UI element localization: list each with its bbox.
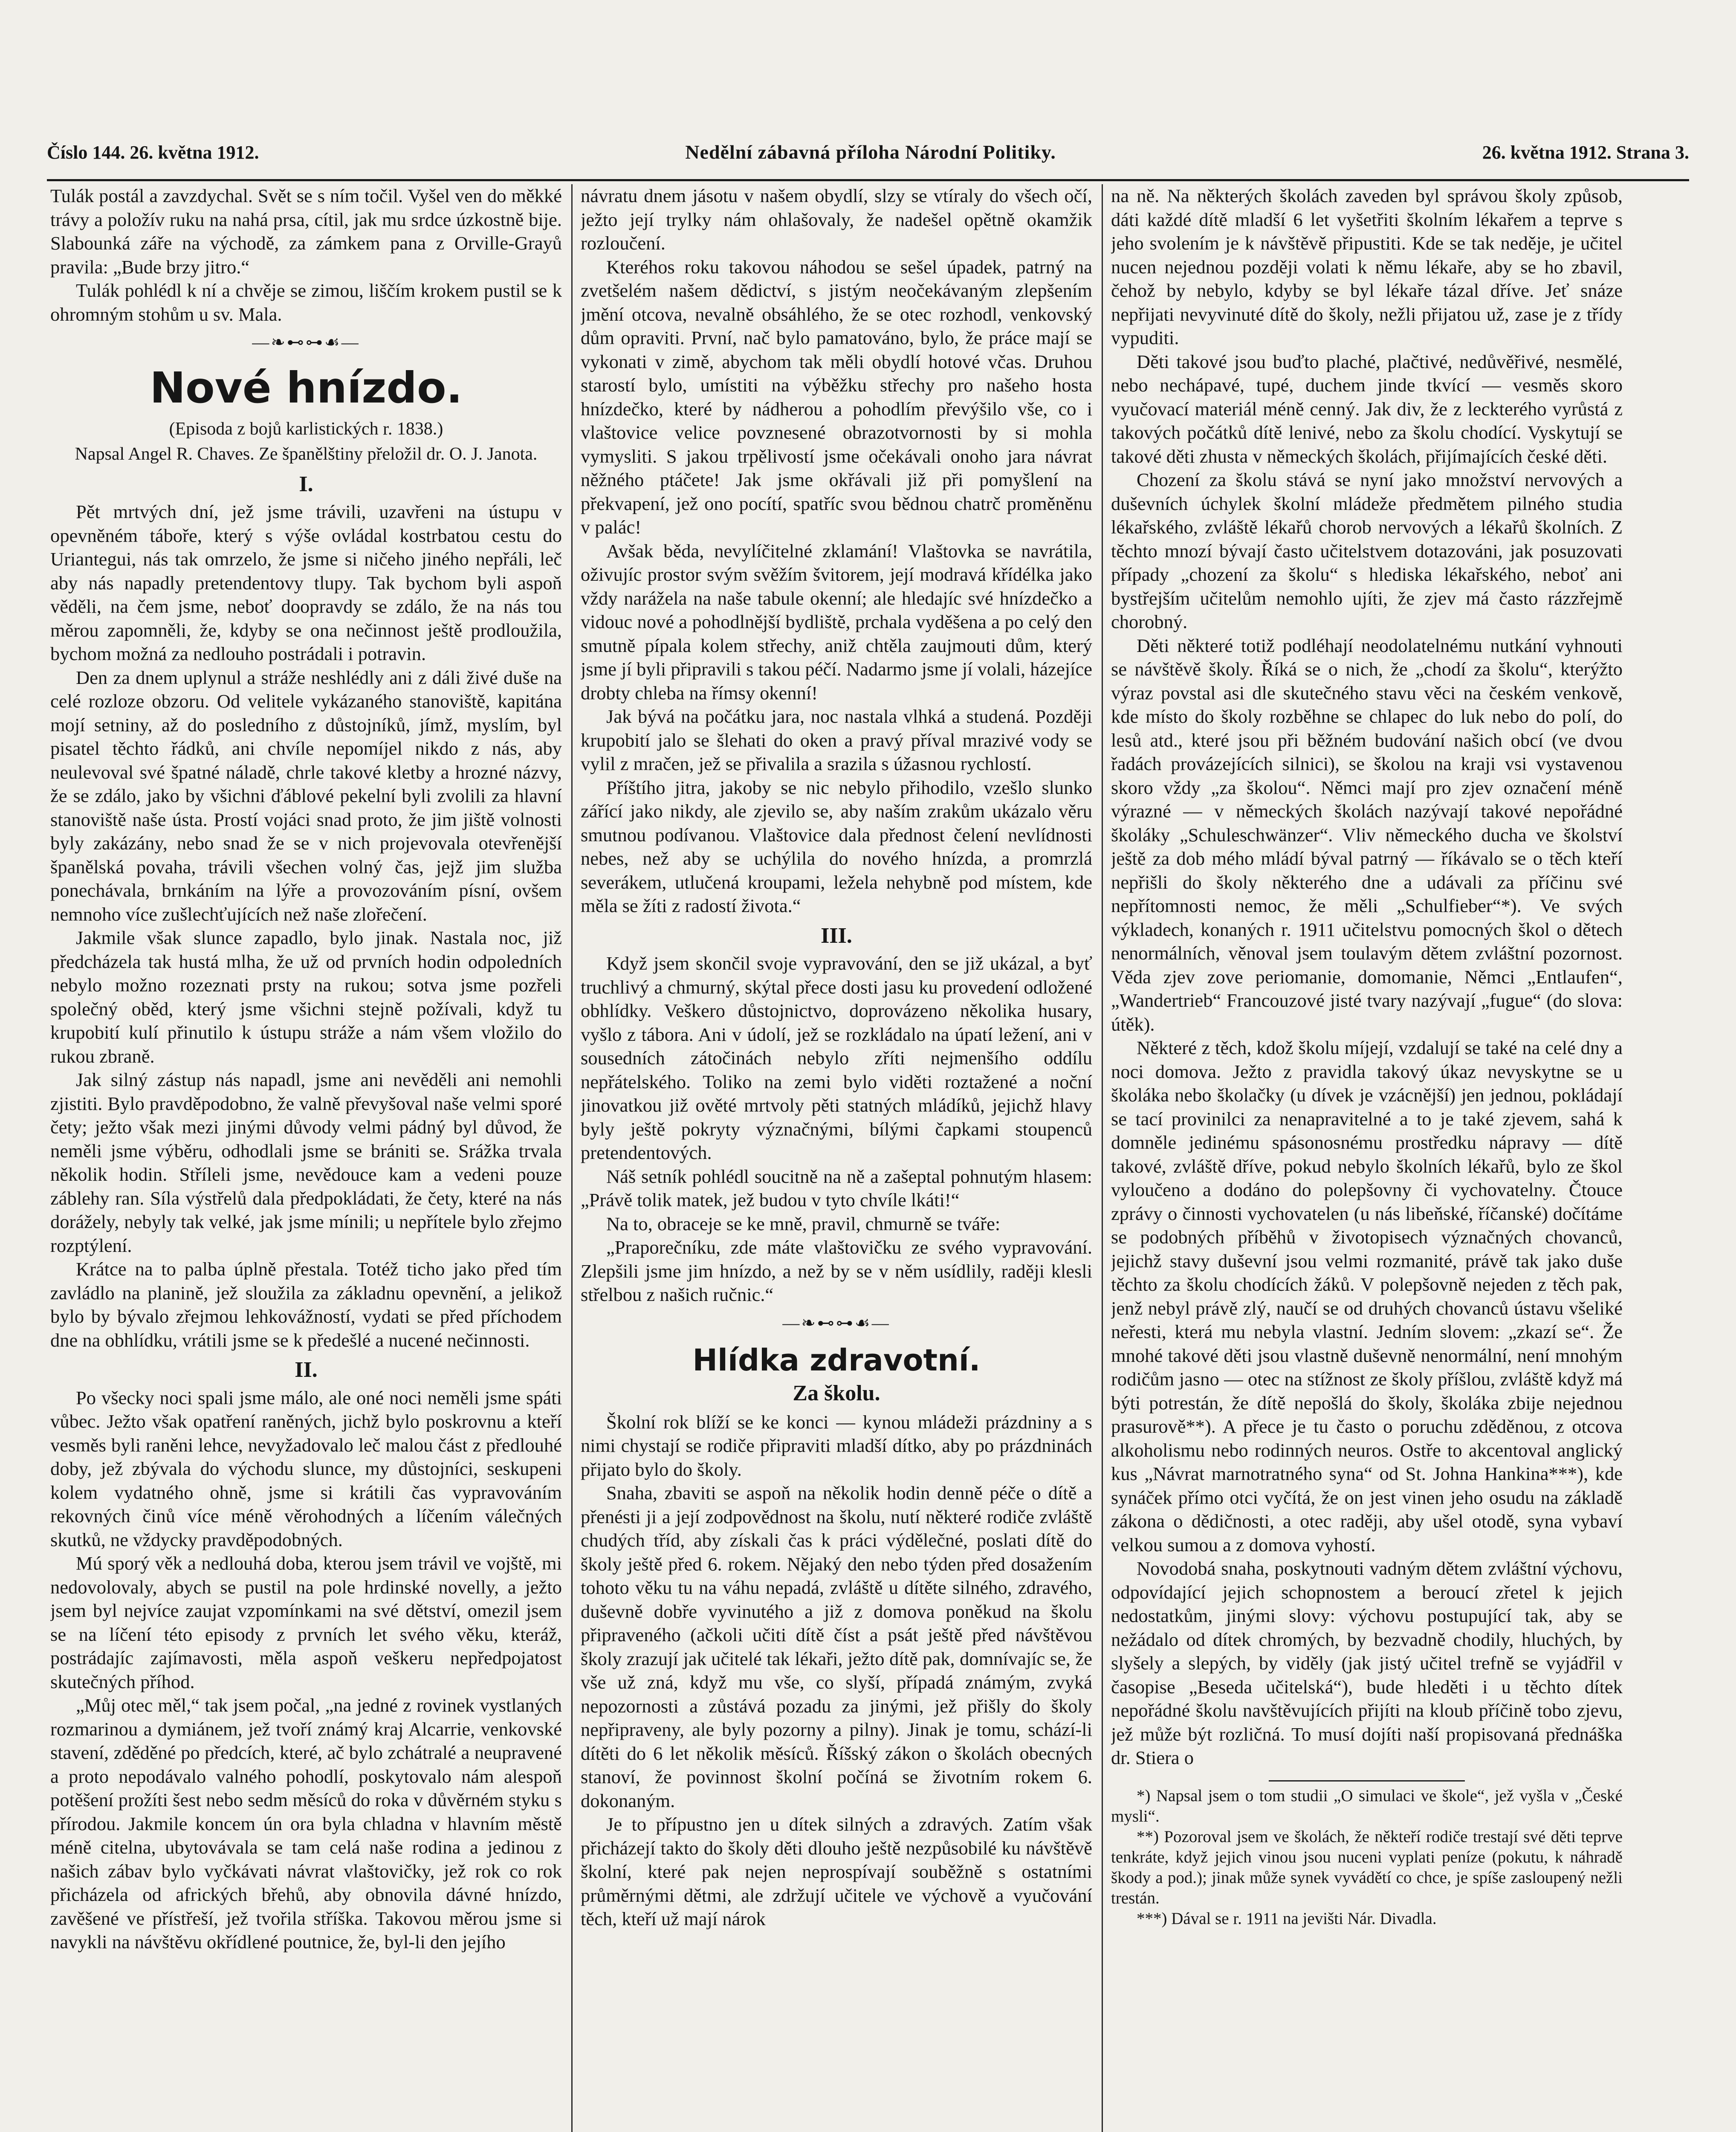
column-1	[50, 184, 562, 2132]
paragraph: Náš setník pohlédl soucitně na ně a zašeptal pohnutým hlasem: „Právě tolik matek, jež budou v tyto chvíle lkáti!“	[581, 1165, 1092, 1211]
paragraph: Chození za školu stává se nyní jako množství nervových a duševních úchylek školní mládeže předmětem pilného studia lékařského, zvláště lékařů chorob nervových a lékařů školních. Z těchto mnozí bývají často učitelstvem dotazováni, jak posuzovati případy „chození za školu“ s hlediska lékařského, neboť ani bystřejším učitelům nemohlo ujíti, že zjev má často rázzřejmě chorobný.	[1111, 469, 1623, 632]
story-title: Nové hnízdo.	[150, 362, 463, 413]
paragraph: Snaha, zbaviti se aspoň na několik hodin denně péče o dítě a přenésti ji a její zodpovědnost na školu, nutí některé rodiče zvláště chudých tříd, aby získali čas k práci výdělečné, poslati dítě do školy ještě před 6. rokem. Nějaký den nebo týden před dosažením tohoto věku tu na váhu nepadá, zvláště u dítěte silného, zdravého, duševně dobře vyvinutého a již z domova poněkud na školu připraveného (ačkoli učiti dítě číst a psát ještě před návštěvou školy zrazují jak učitelé tak lékaři, ježto dítě pak, domnívajíc se, že vše už zná, když mu vše, co slyší, případá známým, zvyká nepozornosti a zůstává pozadu za jinými, jež přišly do školy nepřipraveny, ale byly pozorny a pilny). Jinak je tomu, schází-li dítěti do 6 let několik měsíců. Říšský zákon o školách obecných stanoví, že povinnost školní počíná se životním rokem 6. dokonaným.	[581, 1482, 1092, 1811]
footnote: ***) Dával se r. 1911 na jevišti Nár. Divadla.	[1137, 1909, 1437, 1928]
paragraph: Tulák postál a zavzdychal. Svět se s ním točil. Vyšel ven do měkké trávy a položív ruku na nahá prsa, cítil, jak mu srdce úzkostně bije. Slabounká záře na východě, za zámkem pana z Orville-Grayů pravila: „Bude brzy jitro.“	[50, 185, 562, 278]
chapter-heading: I.	[299, 472, 313, 496]
paragraph: Jakmile však slunce zapadlo, bylo jinak. Nastala noc, již předcházela tak hustá mlha, že už od prvních hodin odpoledních nebylo možno rozeznati prsty na rukou; sotva jsme pozřeli společný oběd, který jsme všichni stejně požívali, když tu krupobití kulí přinutilo k ústupu stráže a nám všem vložilo do rukou zbraně.	[50, 927, 562, 1067]
paragraph: Některé z těch, kdož školu míjejí, vzdalují se také na celé dny a noci domova. Ježto z pravidla takový úkaz nevyskytne se u školáka nebo školačky (u dívek je vzácnější) jen jednou, pokládají se tací provinilci za nenapravitelné a to je také zjevem, sahá k domněle jedinému spásonosnému prostředku nápravy — dítě takové, zvláště dříve, pokud nebylo školních lékařů, bylo ze škol vyloučeno a dodáno do polepšovny či vychovatelny. Čtouce zprávy o činnosti vychovatelen (u nás libeňské, říčanské) dočítáme se podobných příběhů v životopisech význačných chovanců, jejichž stavy duševní jsou velmi rozmanité, právě tak jako duše těchto za školu chodících žáků. V polepšovně nejeden z těch pak, jenž nebyl právě zlý, naučí se od druhých chovanců ústavu všeliké neřesti, která mu nebyla vlastní. Jedním slovem: „zkazí se“. Že mnohé takové děti jsou vlastně duševně nenormální, není mnohým rodičům jasno — otec na stížnost ze školy příšlou, zvláště když má býti potrestán, že dítě nepošlá do školy, školáka zbije nejednou prasurově**). A přece je tu často o poruchu zděděnou, z otcova alkoholismu nebo rodinných neuros. Ostře to akcentoval anglický kus „Návrat marnotratného syna“ od St. Johna Hankina***), kde synáček přímo otci vyčítá, že on jest vinen jeho osudu na základě zákona o dědičnosti, a otec raději, aby ušel otodě, syna vybaví velkou sumou a z domova vyhostí.	[1111, 1037, 1623, 1556]
paragraph: Mú sporý věk a nedlouhá doba, kterou jsem trávil ve vojště, mi nedovolovaly, abych se pustil na pole hrdinské novelly, a ježto jsem byl nejvíce zaujat vzpomínkami na své dětství, omezil jsem se na líčení této episody z prvních let svého věku, kteráž, postrádajíc zajímavosti, měla aspoň veškeru nepředpojatost skutečných příhod.	[50, 1553, 562, 1692]
section-subtitle: Za školu.	[793, 1381, 880, 1405]
column-2	[581, 184, 1092, 2132]
paragraph: Po všecky noci spali jsme málo, ale oné noci neměli jsme spáti vůbec. Ježto však opatření raněných, jichž bylo poskrovnu a kteří vesměs byli raněni lehce, nevyžadovalo leč malou část z předlouhé doby, jež zbývala do východu slunce, my důstojníci, seskupeni kolem vydatného ohně, jsme si krátili čas vypravováním rekovných činů více méně věrohodných a líčením válečných skutků, ne vždycky pravděpodobných.	[50, 1387, 562, 1550]
column-3	[1111, 184, 1623, 2132]
header-rule	[47, 179, 1689, 181]
paragraph: „Praporečníku, zde máte vlaštovičku ze svého vypravování. Zlepšili jsme jim hnízdo, a než by se v něm usídlily, raději klesli střelbou z našich ručnic.“	[581, 1237, 1092, 1305]
footnote-rule	[1269, 1780, 1465, 1781]
paragraph: Jak silný zástup nás napadl, jsme ani nevěděli ani nemohli zjistiti. Bylo pravděpodobno, že valně převyšoval naše velmi sporé čety; ježto však mezi jinými důvody velmi pádný byl důvod, že neměli jsme výběru, odhodlali jsme se brániti se. Srážka trvala několik hodin. Stříleli jsme, nevědouce kam a vedeni pouze záblehy ran. Síla výstřelů dala předpokládati, že čety, které na nás dorážely, nebyly tak velké, jak jsme mínili; u nepřítele bylo zřejmo rozptýlení.	[50, 1069, 562, 1256]
paragraph: Školní rok blíží se ke konci — kynou mládeži prázdniny a s nimi chystají se rodiče připraviti mladší dítko, aby po prázdninách přijato bylo do školy.	[581, 1411, 1092, 1480]
paragraph: Jak bývá na počátku jara, noc nastala vlhká a studená. Později krupobití jalo se šlehati do oken a pravý příval mrazivé vody se vylil z mračen, jež se přivalila a srazila s úžasnou rychlostí.	[581, 706, 1092, 774]
paragraph: Příštího jitra, jakoby se nic nebylo přihodilo, vzešlo slunko zářící jako nikdy, ale zjevilo se, aby naším zrakům ukázalo věru smutnou podívanou. Vlaštovice dala přednost čelení nevlídnosti nebes, než aby se uchýlila do nového hnízda, a promrzlá severákem, utlučená kroupami, ležela nehybně pod místem, kde měla se žíti z radostí života.“	[581, 776, 1092, 916]
ornament-divider: —❧⊷⊶☙—	[252, 333, 360, 352]
footnote: *) Napsal jsem o tom studii „O simulaci ve škole“, jež vyšla v „České mysli“.	[1111, 1786, 1623, 1825]
paragraph: „Můj otec měl,“ tak jsem počal, „na jedné z rovinek vystlaných rozmarinou a dymiánem, jež tvoří známý kraj Alcarrie, venkovské stavení, zděděné po předcích, které, ač bylo zchátralé a neupravené a proto nepodávalo valného pohodlí, poskytovalo nám alespoň potěšení prožíti šest nebo sedm měsíců do roka v důvěrném styku s přírodou. Jakmile koncem ún ora byla chladna v hlavním městě méně citelna, ubytovávala se tam celá naše rodina a jedinou z našich zábav bylo vyčkávati návrat vlaštovičky, jež rok co rok přicházela od afrických břehů, aby obnovila dávné hnízdo, zavěšené ve přístřeší, jež tvořila stříška. Takovou měrou jsme si navykli na návštěvu okřídlené poutnice, že, byl-li den jejího	[50, 1695, 562, 1952]
ornament-divider: —❧⊷⊶☙—	[782, 1313, 891, 1332]
paragraph: Je to přípustno jen u dítek silných a zdravých. Zatím však přicházejí takto do školy děti dlouho ještě nezpůsobilé ku návštěvě školní, které pak nejen neprospívají souběžně s ostatními průměrnými dětmi, ale zdržují učitele ve výchově a vyučování těch, kteří už mají nárok	[581, 1813, 1092, 1929]
page-header	[47, 141, 1689, 171]
paragraph: Kteréhos roku takovou náhodou se sešel úpadek, patrný na zvetšelém našem dědictví, s jistým neočekávaným zlepšením jmění otcova, nevalně obsáhlého, že se otec rozhodl, venkovský dům opraviti. První, nač bylo pamatováno, bylo, že práce mají se vykonati v zimě, abychom tak měli obydlí hotové včas. Druhou starostí bylo, umístiti na výběžku střechy pro našeho hosta hnízdečko, které by nádherou a pohodlím převýšilo vše, co i vlaštovice velice povznesené obrazotvornosti by si mohla vymysliti. S jakou trpělivostí jsme očekávali onoho jara návrat něžného ptáčete! Jak jsme okřávali již při pomyšlení na překvapení, jež ono pocítí, spatříc svou bědnou chatrč proměněnu v palác!	[581, 256, 1092, 538]
paragraph: Den za dnem uplynul a stráže neshlédly ani z dáli živé duše na celé rozloze obzoru. Od velitele vykázaného stanoviště, kapitána mojí setniny, až do posledního z důstojníků, jímž, myslím, byl pisatel těchto řádků, ani chvíle nepomíjel nikdo z nás, aby neulevoval své špatné náladě, chrle takové kletby a hrozné názvy, že se zdálo, jako by všichni ďáblové pekelní byli zvolili za hlavní stanoviště naše ústa. Prostí vojáci snad proto, že jim jiště volnosti byly zakázány, nebo snad že se v nich projevovala otevřenější španělská povaha, trávili všechen volný čas, jejž jim služba ponechávala, brnkáním na lýře a provozováním písní, ovšem nemnoho více zušlechťujících než naše zlořečení.	[50, 666, 562, 925]
paragraph: Na to, obraceje se ke mně, pravil, chmurně se tváře:	[606, 1213, 1001, 1234]
section-title: Hlídka zdravotní.	[692, 1343, 981, 1378]
paragraph: Krátce na to palba úplně přestala. Totéž ticho jako před tím zavládlo na planině, jež sloužila za základnu opevnění, a jelikož bylo by bývalo zřejmou lehkovážností, vydati se před příchodem dne na obhlídku, vrátili jsme se k předešlé a nucené nečinnosti.	[50, 1258, 562, 1351]
story-author: Napsal Angel R. Chaves. Ze španělštiny přeložil dr. O. J. Janota.	[75, 444, 538, 464]
header-issue-date: Číslo 144. 26. května 1912.	[47, 142, 259, 163]
paragraph: Pět mrtvých dní, jež jsme trávili, uzavřeni na ústupu v opevněném táboře, který s výše ovládal kostrbatou cestu do Uriantegui, nás tak omrzelo, že jsme si ničeho jiného nepřáli, leč aby nás napadly pretendentovy tlupy. Tak bychom byli aspoň věděli, na čem jsme, neboť doopravdy se zdálo, že na nás tou měrou zapomněli, že, kdyby se ona nečinnost ještě prodloužila, bychom možná za nedlouho postrádali i potravin.	[50, 501, 562, 664]
paragraph: Děti některé totiž podléhají neodolatelnému nutkání vyhnouti se návštěvě školy. Říká se o nich, že „chodí za školu“, kterýžto výraz povstal asi dle skutečného stavu věci na českém venkově, kde místo do školy rozběhne se chlapec do luk nebo do polí, do lesů atd., které jsou při běžném budování našich obcí (ve dvou řadách provázejících silnici), se školou na kraji vsi vystavenou skoro vždy „za školou“. Němci mají pro zjev označení méně výrazné — v německých školách nazývají takové nepořádné školáky „Schuleschwänzer“. Vliv německého ducha ve školství ještě za dob mého mládí býval patrný — říkávalo se o těch kteří nepřišli do školy některého dne a udávali za příčinu své nepřítomnosti nemoc, že měli „Schulfieber“*). Ve svých výkladech, konaných r. 1911 učitelstvu pomocných škol o dětech nenormálních, věnoval jsem toulavým dětem zvláštní pozornost. Věda zjev zove periomanie, domomanie, Němci „Entlaufen“, „Wandertrieb“ Francouzové jisté tvary nazývají „fugue“ (do slova: útěk).	[1111, 634, 1623, 1035]
column-divider-1	[571, 184, 573, 2132]
paragraph: Děti takové jsou buďto plaché, plačtivé, nedůvěřivé, nesmělé, nebo nechápavé, tupé, duchem jinde tkvící — vesměs skoro vyučovací materiál méně cenný. Jak div, že z leckterého vyrůstá z takových počátků dítě lenivé, nebo za školu chodící. Vyskytují se takové děti zhusta v německých školách, přijímajících české děti.	[1111, 351, 1623, 467]
column-divider-2	[1102, 184, 1103, 2132]
story-subtitle: (Episoda z bojů karlistických r. 1838.)	[169, 419, 443, 439]
footnote: **) Pozoroval jsem ve školách, že někteří rodiče trestají své děti teprve tenkráte, když jejich vinou jsou nuceni vyplati peníze (pokutu, k náhradě škody a pod.); jinak může synek vyvádětí co chce, je spíše zasloupený nežli trestán.	[1111, 1827, 1623, 1907]
chapter-heading: II.	[295, 1358, 318, 1382]
paragraph: Když jsem skončil svoje vypravování, den se již ukázal, a byť truchlivý a chmurný, skýtal přece dosti jasu ku provedení odložené obhlídky. Veškero důstojnictvo, doprovázeno několika husary, vyšlo z tábora. Ani v údolí, jež se rozkládalo na úpatí ležení, ani v sousedních zátočinách nebylo zříti nejmenšího oddílu nepřátelského. Toliko na zemi bylo viděti roztažené a noční jinovatkou již ověté mrtvoly pěti statných mládíků, jejichž hlavy byly ještě pokryty význačnými, bílými čapkami stoupenců pretendentových.	[581, 953, 1092, 1163]
header-page-number: 26. května 1912. Strana 3.	[1482, 142, 1689, 163]
paragraph: Novodobá snaha, poskytnouti vadným dětem zvláštní výchovu, odpovídající jejich schopnostem a beroucí zřetel k jejich nedostatkům, jinými slovy: výchovu postupující tak, aby se nežádalo od dítek chromých, by bezvadně chodily, hluchých, by slyšely a slepých, by viděly (jak jistý učitel trefně se vyjádřil v časopise „Beseda učitelská“), bude hleděti i u těchto dítek nepořádné školu navštěvujících přijíti na kloub příčině tobo zjevu, jež může být rozličná. To musí dojíti naší propisovaná přednáška dr. Stiera o	[1111, 1558, 1623, 1768]
header-publication-title: Nedělní zábavná příloha Národní Politiky.	[685, 141, 1056, 163]
paragraph: na ně. Na některých školách zaveden byl správou školy způsob, dáti každé dítě mladší 6 let vyšetřiti školním lékařem a teprve s jeho svolením je k návštěvě připustiti. Kde se tak neděje, je učitel nucen nejednou později volati k němu lékaře, aby se ho zbavil, čehož by nebylo, kdyby se byl lékaře tázal dříve. Jeť snáze nepřijati nevyvinuté dítě do školy, nežli přijatou už, zase je z třídy vypuditi.	[1111, 185, 1623, 348]
chapter-heading: III.	[821, 923, 852, 948]
paragraph: Tulák pohlédl k ní a chvěje se zimou, liščím krokem pustil se k ohromným stohům u sv. Mala.	[50, 280, 562, 325]
paragraph: návratu dnem jásotu v našem obydlí, slzy se vtíraly do všech očí, ježto její trylky nám ohlašovaly, že nadešel opětně okamžik rozloučení.	[581, 185, 1092, 254]
paragraph: Avšak běda, nevylíčitelné zklamání! Vlaštovka se navrátila, oživujíc prostor svým svěžím švitorem, její modravá křídélka jako vždy narážela na naše tabule okenní; ale hledajíc své hnízdečko a vidouc nové a pohodlnější bydliště, prchala vyděšena a po celý den smutně pípala kolem střechy, aniž chtěla zaujmouti dům, který jsme jí byli připravili s takou péčí. Nadarmo jsme jí volali, házejíce drobty chleba na římsy okenní!	[581, 540, 1092, 704]
